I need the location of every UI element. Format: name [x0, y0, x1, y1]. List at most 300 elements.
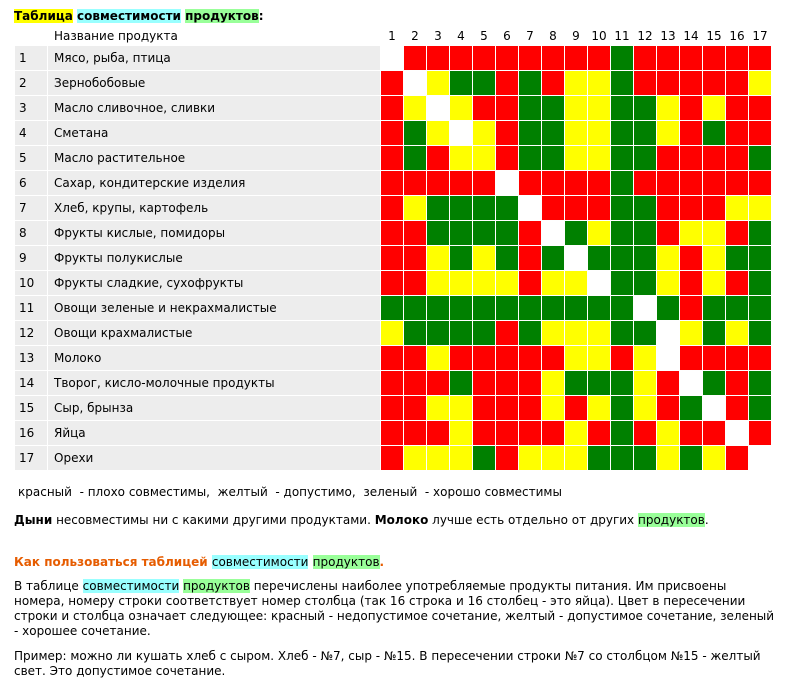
compatibility-cell	[496, 396, 519, 421]
title-word-3: продуктов	[185, 9, 259, 23]
compatibility-cell	[588, 96, 611, 121]
compatibility-cell	[496, 71, 519, 96]
compatibility-cell	[381, 296, 404, 321]
row-number: 11	[15, 296, 48, 321]
compatibility-cell	[519, 221, 542, 246]
row-number: 9	[15, 246, 48, 271]
compatibility-cell	[450, 46, 473, 71]
compatibility-cell	[680, 71, 703, 96]
compatibility-cell	[473, 446, 496, 471]
compatibility-cell	[657, 146, 680, 171]
color-legend: красный - плохо совместимы, желтый - допустимо, зеленый - хорошо совместимы	[18, 485, 562, 499]
compatibility-cell	[404, 171, 427, 196]
compatibility-cell	[473, 346, 496, 371]
row-number: 14	[15, 371, 48, 396]
compatibility-cell	[381, 46, 404, 71]
table-row	[15, 396, 772, 421]
compatibility-cell	[588, 271, 611, 296]
compatibility-cell	[634, 271, 657, 296]
compatibility-cell	[404, 371, 427, 396]
compatibility-cell	[519, 446, 542, 471]
compatibility-cell	[680, 221, 703, 246]
compatibility-cell	[542, 146, 565, 171]
compatibility-cell	[565, 71, 588, 96]
compatibility-cell	[565, 321, 588, 346]
header-name-label: Название продукта	[48, 26, 381, 46]
header-num-cell	[15, 26, 48, 46]
compatibility-cell	[404, 446, 427, 471]
compatibility-cell	[404, 121, 427, 146]
table-row	[15, 371, 772, 396]
compatibility-cell	[473, 171, 496, 196]
compatibility-cell	[427, 146, 450, 171]
compatibility-cell	[565, 396, 588, 421]
compatibility-cell	[496, 346, 519, 371]
compatibility-cell	[519, 96, 542, 121]
compatibility-cell	[519, 421, 542, 446]
column-number: 1	[381, 26, 404, 46]
compatibility-cell	[703, 271, 726, 296]
compatibility-cell	[657, 396, 680, 421]
compatibility-cell	[450, 221, 473, 246]
note-text-1: несовместимы ни с какими другими продуктами.	[52, 513, 375, 527]
compatibility-cell	[611, 371, 634, 396]
compatibility-cell	[473, 96, 496, 121]
compatibility-cell	[611, 46, 634, 71]
compatibility-cell	[634, 46, 657, 71]
compatibility-cell	[496, 321, 519, 346]
compatibility-cell	[657, 71, 680, 96]
product-name: Овощи крахмалистые	[48, 321, 381, 346]
column-number: 13	[657, 26, 680, 46]
compatibility-cell	[726, 421, 749, 446]
compatibility-cell	[657, 221, 680, 246]
compatibility-cell	[680, 396, 703, 421]
compatibility-cell	[565, 46, 588, 71]
compatibility-cell	[404, 221, 427, 246]
compatibility-cell	[726, 396, 749, 421]
compatibility-cell	[749, 71, 772, 96]
compatibility-cell	[657, 271, 680, 296]
compatibility-cell	[404, 296, 427, 321]
column-number: 2	[404, 26, 427, 46]
compatibility-cell	[726, 296, 749, 321]
compatibility-cell	[749, 146, 772, 171]
product-name: Орехи	[48, 446, 381, 471]
compatibility-cell	[726, 221, 749, 246]
compatibility-cell	[657, 121, 680, 146]
compatibility-cell	[657, 96, 680, 121]
compatibility-cell	[680, 446, 703, 471]
compatibility-cell	[450, 271, 473, 296]
compatibility-cell	[427, 321, 450, 346]
note-text-3: .	[704, 513, 709, 527]
product-name: Сметана	[48, 121, 381, 146]
compatibility-cell	[473, 46, 496, 71]
compatibility-cell	[657, 246, 680, 271]
compatibility-cell	[496, 246, 519, 271]
compatibility-cell	[726, 146, 749, 171]
compatibility-cell	[427, 96, 450, 121]
compatibility-cell	[588, 321, 611, 346]
compatibility-cell	[588, 171, 611, 196]
compatibility-cell	[450, 346, 473, 371]
compatibility-cell	[634, 71, 657, 96]
compatibility-cell	[749, 421, 772, 446]
compatibility-cell	[381, 446, 404, 471]
compatibility-cell	[542, 296, 565, 321]
row-number: 4	[15, 121, 48, 146]
column-number: 4	[450, 26, 473, 46]
column-number: 16	[726, 26, 749, 46]
row-number: 16	[15, 421, 48, 446]
compatibility-cell	[404, 421, 427, 446]
compatibility-cell	[519, 321, 542, 346]
compatibility-cell	[542, 96, 565, 121]
compatibility-cell	[703, 296, 726, 321]
compatibility-cell	[565, 371, 588, 396]
compatibility-cell	[496, 146, 519, 171]
compatibility-cell	[450, 246, 473, 271]
table-row	[15, 246, 772, 271]
compatibility-cell	[611, 271, 634, 296]
compatibility-cell	[381, 271, 404, 296]
compatibility-cell	[726, 346, 749, 371]
compatibility-table	[14, 25, 772, 471]
column-number: 3	[427, 26, 450, 46]
compatibility-cell	[726, 371, 749, 396]
compatibility-cell	[703, 246, 726, 271]
column-number: 6	[496, 26, 519, 46]
example-paragraph: Пример: можно ли кушать хлеб с сыром. Хлеб - №7, сыр - №15. В пересечении строки №7 со столбцом №15 - желтый свет. Это допустимое сочетание.	[14, 649, 761, 678]
compatibility-cell	[496, 271, 519, 296]
compatibility-cell	[542, 371, 565, 396]
compatibility-cell	[749, 171, 772, 196]
compatibility-cell	[473, 246, 496, 271]
compatibility-cell	[657, 46, 680, 71]
compatibility-cell	[588, 246, 611, 271]
compatibility-cell	[726, 171, 749, 196]
compatibility-cell	[749, 96, 772, 121]
compatibility-cell	[749, 396, 772, 421]
compatibility-cell	[588, 71, 611, 96]
product-name: Масло сливочное, сливки	[48, 96, 381, 121]
compatibility-cell	[542, 271, 565, 296]
compatibility-cell	[680, 146, 703, 171]
howto-highlight-1: совместимости	[211, 555, 309, 569]
compatibility-cell	[404, 346, 427, 371]
compatibility-cell	[427, 271, 450, 296]
compatibility-cell	[542, 46, 565, 71]
compatibility-cell	[542, 71, 565, 96]
compatibility-cell	[519, 246, 542, 271]
compatibility-cell	[703, 346, 726, 371]
compatibility-cell	[381, 221, 404, 246]
column-number: 17	[749, 26, 772, 46]
compatibility-cell	[450, 371, 473, 396]
compatibility-cell	[611, 346, 634, 371]
compatibility-cell	[496, 296, 519, 321]
compatibility-cell	[427, 121, 450, 146]
compatibility-cell	[611, 221, 634, 246]
compatibility-cell	[611, 396, 634, 421]
product-name: Сахар, кондитерские изделия	[48, 171, 381, 196]
table-row	[15, 196, 772, 221]
compatibility-cell	[634, 371, 657, 396]
compatibility-cell	[726, 246, 749, 271]
para-highlight-2: продуктов	[183, 579, 250, 593]
compatibility-cell	[634, 421, 657, 446]
column-number: 8	[542, 26, 565, 46]
compatibility-cell	[634, 221, 657, 246]
compatibility-cell	[588, 221, 611, 246]
compatibility-cell	[473, 396, 496, 421]
compatibility-cell	[634, 121, 657, 146]
product-name: Творог, кисло-молочные продукты	[48, 371, 381, 396]
table-row	[15, 171, 772, 196]
compatibility-cell	[680, 296, 703, 321]
compatibility-cell	[726, 121, 749, 146]
compatibility-cell	[404, 146, 427, 171]
compatibility-cell	[519, 196, 542, 221]
column-number: 12	[634, 26, 657, 46]
compatibility-cell	[588, 146, 611, 171]
compatibility-cell	[427, 421, 450, 446]
compatibility-cell	[680, 196, 703, 221]
compatibility-cell	[588, 196, 611, 221]
compatibility-cell	[726, 46, 749, 71]
compatibility-cell	[496, 171, 519, 196]
row-number: 10	[15, 271, 48, 296]
table-header-row	[15, 26, 772, 46]
compatibility-cell	[496, 196, 519, 221]
compatibility-cell	[588, 46, 611, 71]
product-name: Яйца	[48, 421, 381, 446]
compatibility-cell	[703, 46, 726, 71]
compatibility-cell	[381, 346, 404, 371]
compatibility-cell	[634, 96, 657, 121]
table-row	[15, 146, 772, 171]
para-text-2: перечислены наиболее употребляемые продукты питания. Им присвоены номера, номеру строки соответствует номер столбца (так 16 строка и 16 столбец - это яйца). Цвет в пересечении строки и столбца означает следующее: красный - недопустимое сочетание, желтый - допустимое сочетание, зеленый - хорошее сочетание.	[14, 579, 775, 638]
compatibility-cell	[657, 321, 680, 346]
compatibility-cell	[450, 396, 473, 421]
compatibility-cell	[473, 371, 496, 396]
column-number: 5	[473, 26, 496, 46]
column-number: 11	[611, 26, 634, 46]
compatibility-cell	[519, 296, 542, 321]
howto-dot: .	[379, 555, 385, 569]
compatibility-cell	[703, 321, 726, 346]
compatibility-cell	[381, 396, 404, 421]
compatibility-cell	[588, 446, 611, 471]
compatibility-cell	[542, 121, 565, 146]
row-number: 6	[15, 171, 48, 196]
compatibility-cell	[634, 296, 657, 321]
column-number: 7	[519, 26, 542, 46]
compatibility-cell	[703, 121, 726, 146]
note-melons: Дыни	[14, 513, 53, 527]
title-word-1: Таблица	[14, 9, 73, 23]
compatibility-cell	[381, 146, 404, 171]
compatibility-cell	[611, 246, 634, 271]
compatibility-cell	[404, 246, 427, 271]
compatibility-cell	[542, 221, 565, 246]
compatibility-cell	[611, 421, 634, 446]
compatibility-cell	[542, 421, 565, 446]
compatibility-table-body	[15, 26, 772, 471]
compatibility-cell	[427, 371, 450, 396]
compatibility-cell	[611, 171, 634, 196]
compatibility-cell	[680, 96, 703, 121]
compatibility-cell	[427, 46, 450, 71]
table-row	[15, 96, 772, 121]
compatibility-cell	[565, 421, 588, 446]
howto-heading	[14, 554, 384, 570]
compatibility-cell	[634, 196, 657, 221]
product-name: Овощи зеленые и некрахмалистые	[48, 296, 381, 321]
compatibility-cell	[473, 321, 496, 346]
compatibility-cell	[565, 296, 588, 321]
table-row	[15, 221, 772, 246]
compatibility-cell	[565, 346, 588, 371]
compatibility-cell	[703, 421, 726, 446]
compatibility-cell	[611, 321, 634, 346]
compatibility-cell	[473, 196, 496, 221]
compatibility-cell	[450, 146, 473, 171]
compatibility-cell	[565, 171, 588, 196]
compatibility-cell	[427, 296, 450, 321]
compatibility-cell	[611, 196, 634, 221]
note-paragraph	[14, 512, 774, 528]
compatibility-cell	[427, 71, 450, 96]
compatibility-cell	[427, 196, 450, 221]
compatibility-cell	[519, 121, 542, 146]
compatibility-cell	[703, 371, 726, 396]
compatibility-cell	[381, 96, 404, 121]
compatibility-cell	[749, 221, 772, 246]
product-name: Масло растительное	[48, 146, 381, 171]
compatibility-cell	[634, 246, 657, 271]
compatibility-cell	[496, 46, 519, 71]
compatibility-cell	[404, 321, 427, 346]
compatibility-cell	[542, 246, 565, 271]
compatibility-cell	[542, 346, 565, 371]
table-row	[15, 271, 772, 296]
compatibility-cell	[726, 196, 749, 221]
compatibility-cell	[473, 271, 496, 296]
row-number: 2	[15, 71, 48, 96]
compatibility-cell	[703, 221, 726, 246]
compatibility-cell	[749, 446, 772, 471]
compatibility-cell	[749, 346, 772, 371]
compatibility-cell	[565, 196, 588, 221]
page-title	[14, 8, 264, 24]
compatibility-cell	[519, 71, 542, 96]
compatibility-cell	[726, 271, 749, 296]
compatibility-cell	[611, 96, 634, 121]
compatibility-cell	[565, 96, 588, 121]
compatibility-cell	[680, 46, 703, 71]
compatibility-cell	[749, 271, 772, 296]
compatibility-cell	[427, 396, 450, 421]
compatibility-cell	[634, 446, 657, 471]
compatibility-cell	[450, 121, 473, 146]
compatibility-cell	[726, 71, 749, 96]
compatibility-cell	[542, 396, 565, 421]
note-highlight: продуктов	[637, 513, 705, 527]
howto-highlight-2: продуктов	[312, 555, 380, 569]
compatibility-cell	[588, 421, 611, 446]
product-name: Хлеб, крупы, картофель	[48, 196, 381, 221]
compatibility-cell	[542, 446, 565, 471]
compatibility-cell	[726, 96, 749, 121]
compatibility-cell	[680, 371, 703, 396]
compatibility-cell	[519, 371, 542, 396]
para-highlight-1: совместимости	[82, 579, 180, 593]
note-milk: Молоко	[374, 513, 429, 527]
compatibility-cell	[749, 371, 772, 396]
compatibility-cell	[611, 146, 634, 171]
compatibility-cell	[749, 246, 772, 271]
compatibility-cell	[427, 246, 450, 271]
compatibility-cell	[749, 296, 772, 321]
compatibility-cell	[611, 121, 634, 146]
column-number: 10	[588, 26, 611, 46]
compatibility-cell	[404, 96, 427, 121]
compatibility-cell	[588, 396, 611, 421]
compatibility-cell	[565, 146, 588, 171]
compatibility-cell	[381, 71, 404, 96]
compatibility-cell	[657, 421, 680, 446]
compatibility-cell	[565, 121, 588, 146]
compatibility-cell	[496, 96, 519, 121]
compatibility-cell	[565, 271, 588, 296]
compatibility-cell	[749, 46, 772, 71]
compatibility-cell	[588, 346, 611, 371]
compatibility-cell	[519, 271, 542, 296]
compatibility-cell	[519, 171, 542, 196]
compatibility-cell	[404, 196, 427, 221]
compatibility-cell	[703, 71, 726, 96]
compatibility-cell	[657, 196, 680, 221]
table-row	[15, 121, 772, 146]
compatibility-cell	[450, 321, 473, 346]
compatibility-cell	[657, 346, 680, 371]
compatibility-cell	[450, 421, 473, 446]
row-number: 12	[15, 321, 48, 346]
compatibility-cell	[381, 196, 404, 221]
compatibility-cell	[519, 46, 542, 71]
compatibility-cell	[634, 171, 657, 196]
compatibility-cell	[450, 96, 473, 121]
howto-text: Как пользоваться таблицей	[14, 555, 212, 569]
compatibility-cell	[611, 296, 634, 321]
column-number: 15	[703, 26, 726, 46]
compatibility-cell	[542, 321, 565, 346]
compatibility-cell	[381, 121, 404, 146]
product-name: Мясо, рыба, птица	[48, 46, 381, 71]
row-number: 13	[15, 346, 48, 371]
compatibility-cell	[657, 171, 680, 196]
compatibility-cell	[680, 271, 703, 296]
compatibility-cell	[473, 121, 496, 146]
table-row	[15, 321, 772, 346]
compatibility-cell	[542, 171, 565, 196]
row-number: 7	[15, 196, 48, 221]
compatibility-cell	[565, 246, 588, 271]
compatibility-cell	[588, 121, 611, 146]
compatibility-cell	[703, 146, 726, 171]
